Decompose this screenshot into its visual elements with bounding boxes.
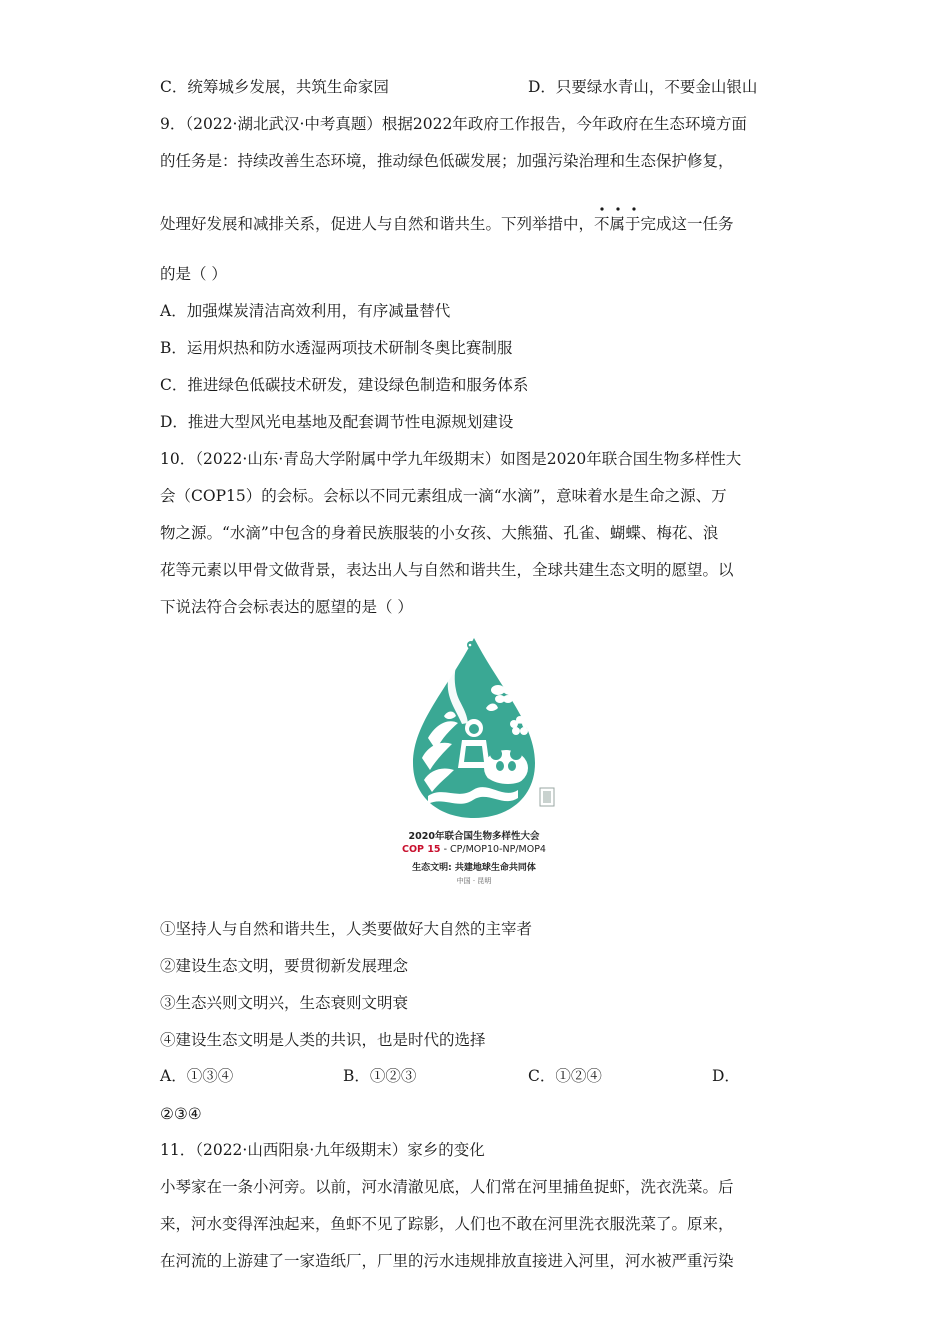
q9-line3-post: 完成这一任务 <box>640 215 734 233</box>
q10-stem-line4: 花等元素以甲骨文做背景，表达出人与自然和谐共生，全球共建生态文明的愿望。以 <box>160 561 734 579</box>
q9-stem-line4: 的是（ ） <box>160 265 227 283</box>
q10-stem-line1: 10．（2022·山东·青岛大学附属中学九年级期末）如图是2020年联合国生物多样性大 <box>160 450 742 468</box>
q9-option-a: A．加强煤炭清洁高效利用，有序减量替代 <box>160 302 451 320</box>
logo-code-rest: - CP/MOP10-NP/MOP4 <box>440 844 546 855</box>
q10-statement-3: ③生态兴则文明兴，生态衰则文明衰 <box>160 994 409 1012</box>
q9-option-d: D．推进大型风光电基地及配套调节性电源规划建设 <box>160 413 514 431</box>
q10-choice-c: C．①②④ <box>528 1067 602 1085</box>
q10-stem-line2: 会（COP15）的会标。会标以不同元素组成一滴“水滴”，意味着水是生命之源、万 <box>160 487 727 505</box>
q9-emphasis-text: 不属于 <box>594 215 641 233</box>
water-drop-emblem <box>358 628 590 823</box>
q11-title: 11．（2022·山西阳泉·九年级期末）家乡的变化 <box>160 1141 485 1159</box>
q10-stem-line5: 下说法符合会标表达的愿望的是（ ） <box>160 598 413 616</box>
logo-title: 2020年联合国生物多样性大会 <box>408 831 540 842</box>
q9-stem-line1: 9．（2022·湖北武汉·中考真题）根据2022年政府工作报告，今年政府在生态环境方面 <box>160 115 747 133</box>
q10-statement-2: ②建设生态文明，要贯彻新发展理念 <box>160 957 409 975</box>
option-c-prev: C．统筹城乡发展，共筑生命家园 <box>160 78 389 96</box>
q10-statement-4: ④建设生态文明是人类的共识，也是时代的选择 <box>160 1031 486 1049</box>
logo-code-red: COP 15 <box>402 844 441 855</box>
q10-choice-a: A．①③④ <box>160 1067 234 1085</box>
cop15-logo-figure <box>358 628 590 890</box>
logo-place: 中国 · 昆明 <box>456 877 492 885</box>
logo-code <box>358 844 590 855</box>
logo-theme: 生态文明: 共建地球生命共同体 <box>412 863 536 873</box>
q9-option-c: C．推进绿色低碳技术研发，建设绿色制造和服务体系 <box>160 376 529 394</box>
emphasis-dots <box>594 206 642 212</box>
q10-statement-1: ①坚持人与自然和谐共生，人类要做好大自然的主宰者 <box>160 920 533 938</box>
q10-stem-line3: 物之源。“水滴”中包含的身着民族服装的小女孩、大熊猫、孔雀、蝴蝶、梅花、浪 <box>160 524 719 542</box>
q10-choice-d-continued: ②③④ <box>160 1105 202 1123</box>
option-d-prev: D．只要绿水青山，不要金山银山 <box>528 78 758 96</box>
q10-choice-b: B．①②③ <box>343 1067 417 1085</box>
q11-passage-line1: 小琴家在一条小河旁。以前，河水清澈见底，人们常在河里捕鱼捉虾，洗衣洗菜。后 <box>160 1178 734 1196</box>
q9-stem-line3 <box>160 213 734 235</box>
q9-stem-line2: 的任务是：持续改善生态环境，推动绿色低碳发展；加强污染治理和生态保护修复， <box>160 152 734 170</box>
q9-line3-pre: 处理好发展和减排关系，促进人与自然和谐共生。下列举措中， <box>160 215 595 233</box>
q11-passage-line2: 来，河水变得浑浊起来，鱼虾不见了踪影，人们也不敢在河里洗衣服洗菜了。原来， <box>160 1215 734 1233</box>
q9-emphasis-not-belong <box>594 215 641 233</box>
q10-choice-d: D． <box>712 1067 740 1085</box>
q11-passage-line3: 在河流的上游建了一家造纸厂，厂里的污水违规排放直接进入河里，河水被严重污染 <box>160 1252 734 1270</box>
q9-option-b: B．运用炽热和防水透湿两项技术研制冬奥比赛制服 <box>160 339 513 357</box>
